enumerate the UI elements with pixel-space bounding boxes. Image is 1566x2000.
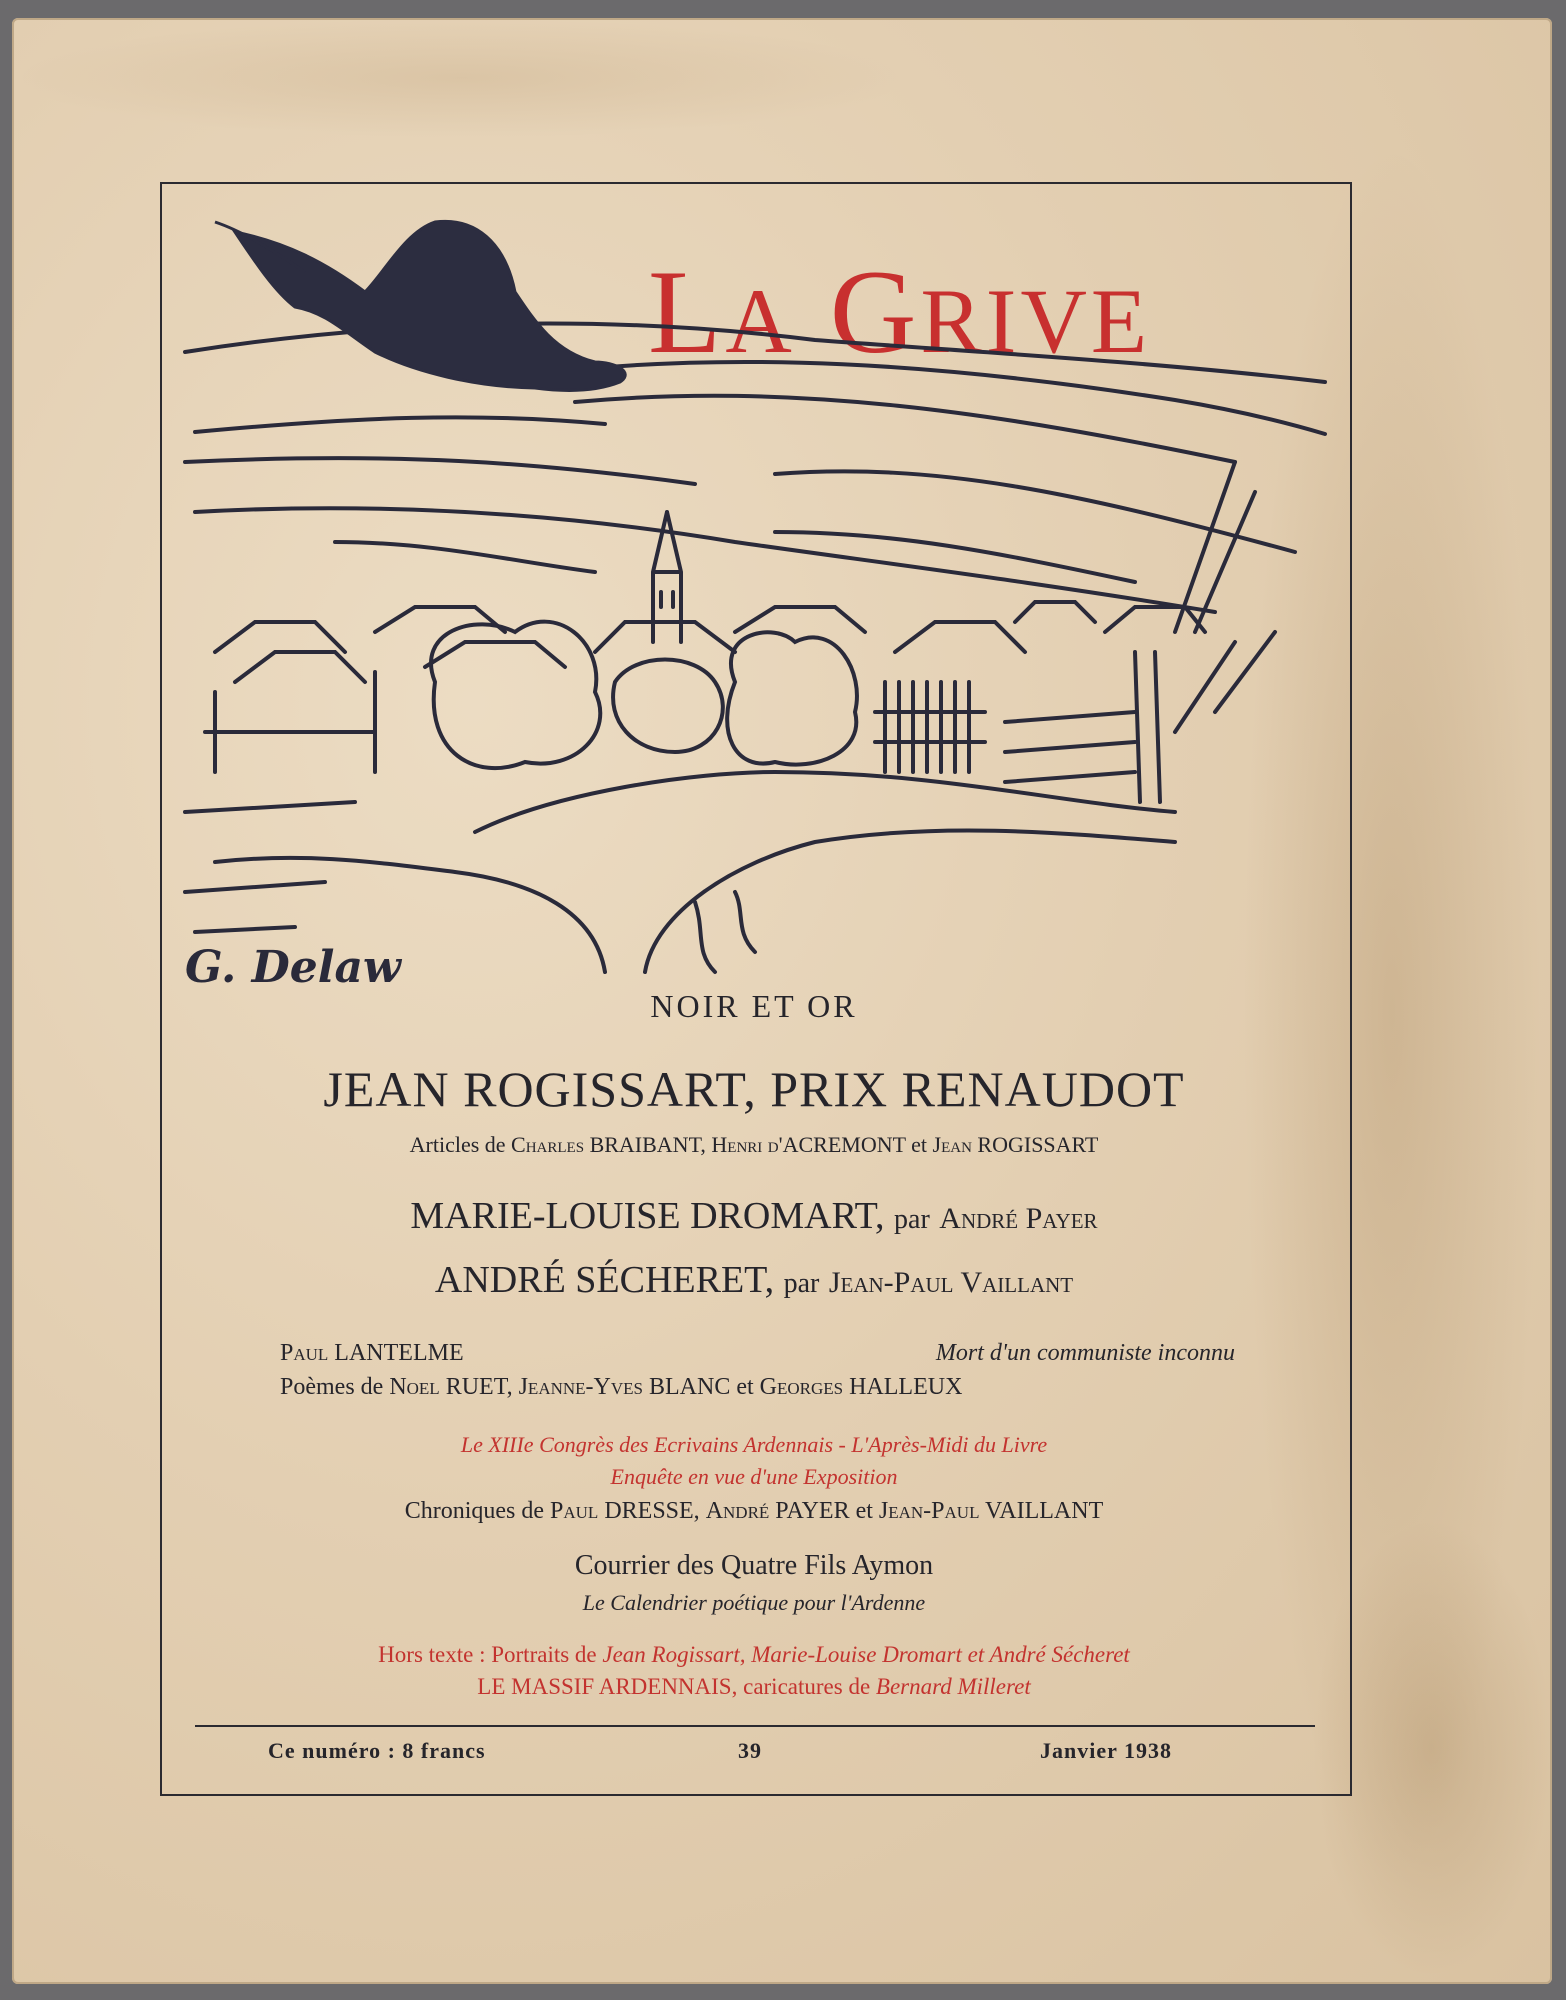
massif-line: LE MASSIF ARDENNAIS, caricatures de Bernard Milleret: [477, 1674, 1031, 1699]
enquete-line: Enquête en vue d'une Exposition: [610, 1464, 898, 1489]
issue-date: Janvier 1938: [1040, 1738, 1172, 1763]
section-heading: NOIR ET OR: [650, 988, 858, 1024]
footer-rule: [195, 1725, 1315, 1727]
feature-dromart: MARIE-LOUISE DROMART, par André Payer: [410, 1195, 1098, 1237]
articles-line: Articles de Charles BRAIBANT, Henri d'ACREMONT et Jean ROGISSART: [409, 1132, 1099, 1157]
artist-signature: G. Delaw: [185, 942, 401, 992]
lantelme-line: Paul LANTELME Mort d'un communiste inconnu: [280, 1340, 1235, 1366]
poems-line: Poèmes de Noel RUET, Jeanne-Yves BLANC et Georges HALLEUX: [280, 1374, 963, 1400]
fence: [885, 682, 969, 772]
congres-line: Le XIIIe Congrès des Ecrivains Ardennais - L'Après-Midi du Livre: [460, 1432, 1048, 1457]
tree: [1175, 462, 1275, 732]
landscape-illustration: [175, 212, 1335, 992]
feature-secheret: ANDRÉ SÉCHERET, par Jean-Paul Vaillant: [434, 1259, 1074, 1301]
hors-texte-line: Hors texte : Portraits de Jean Rogissart, Marie-Louise Dromart et André Sécheret: [378, 1642, 1130, 1667]
road: [475, 772, 1175, 832]
chroniques-line: Chroniques de Paul DRESSE, André PAYER et Jean-Paul VAILLANT: [404, 1498, 1104, 1524]
issue-number: 39: [738, 1738, 762, 1763]
calendrier-line: Le Calendrier poétique pour l'Ardenne: [582, 1590, 926, 1615]
headline: JEAN ROGISSART, PRIX RENAUDOT: [323, 1061, 1185, 1117]
issue-price: Ce numéro : 8 francs: [268, 1738, 486, 1763]
water-stain: [12, 18, 912, 138]
magazine-title: LA GRIVE: [648, 245, 1152, 378]
thrush-bird: [215, 221, 625, 390]
courrier-line: Courrier des Quatre Fils Aymon: [574, 1550, 934, 1581]
village-roofs: [215, 622, 365, 682]
